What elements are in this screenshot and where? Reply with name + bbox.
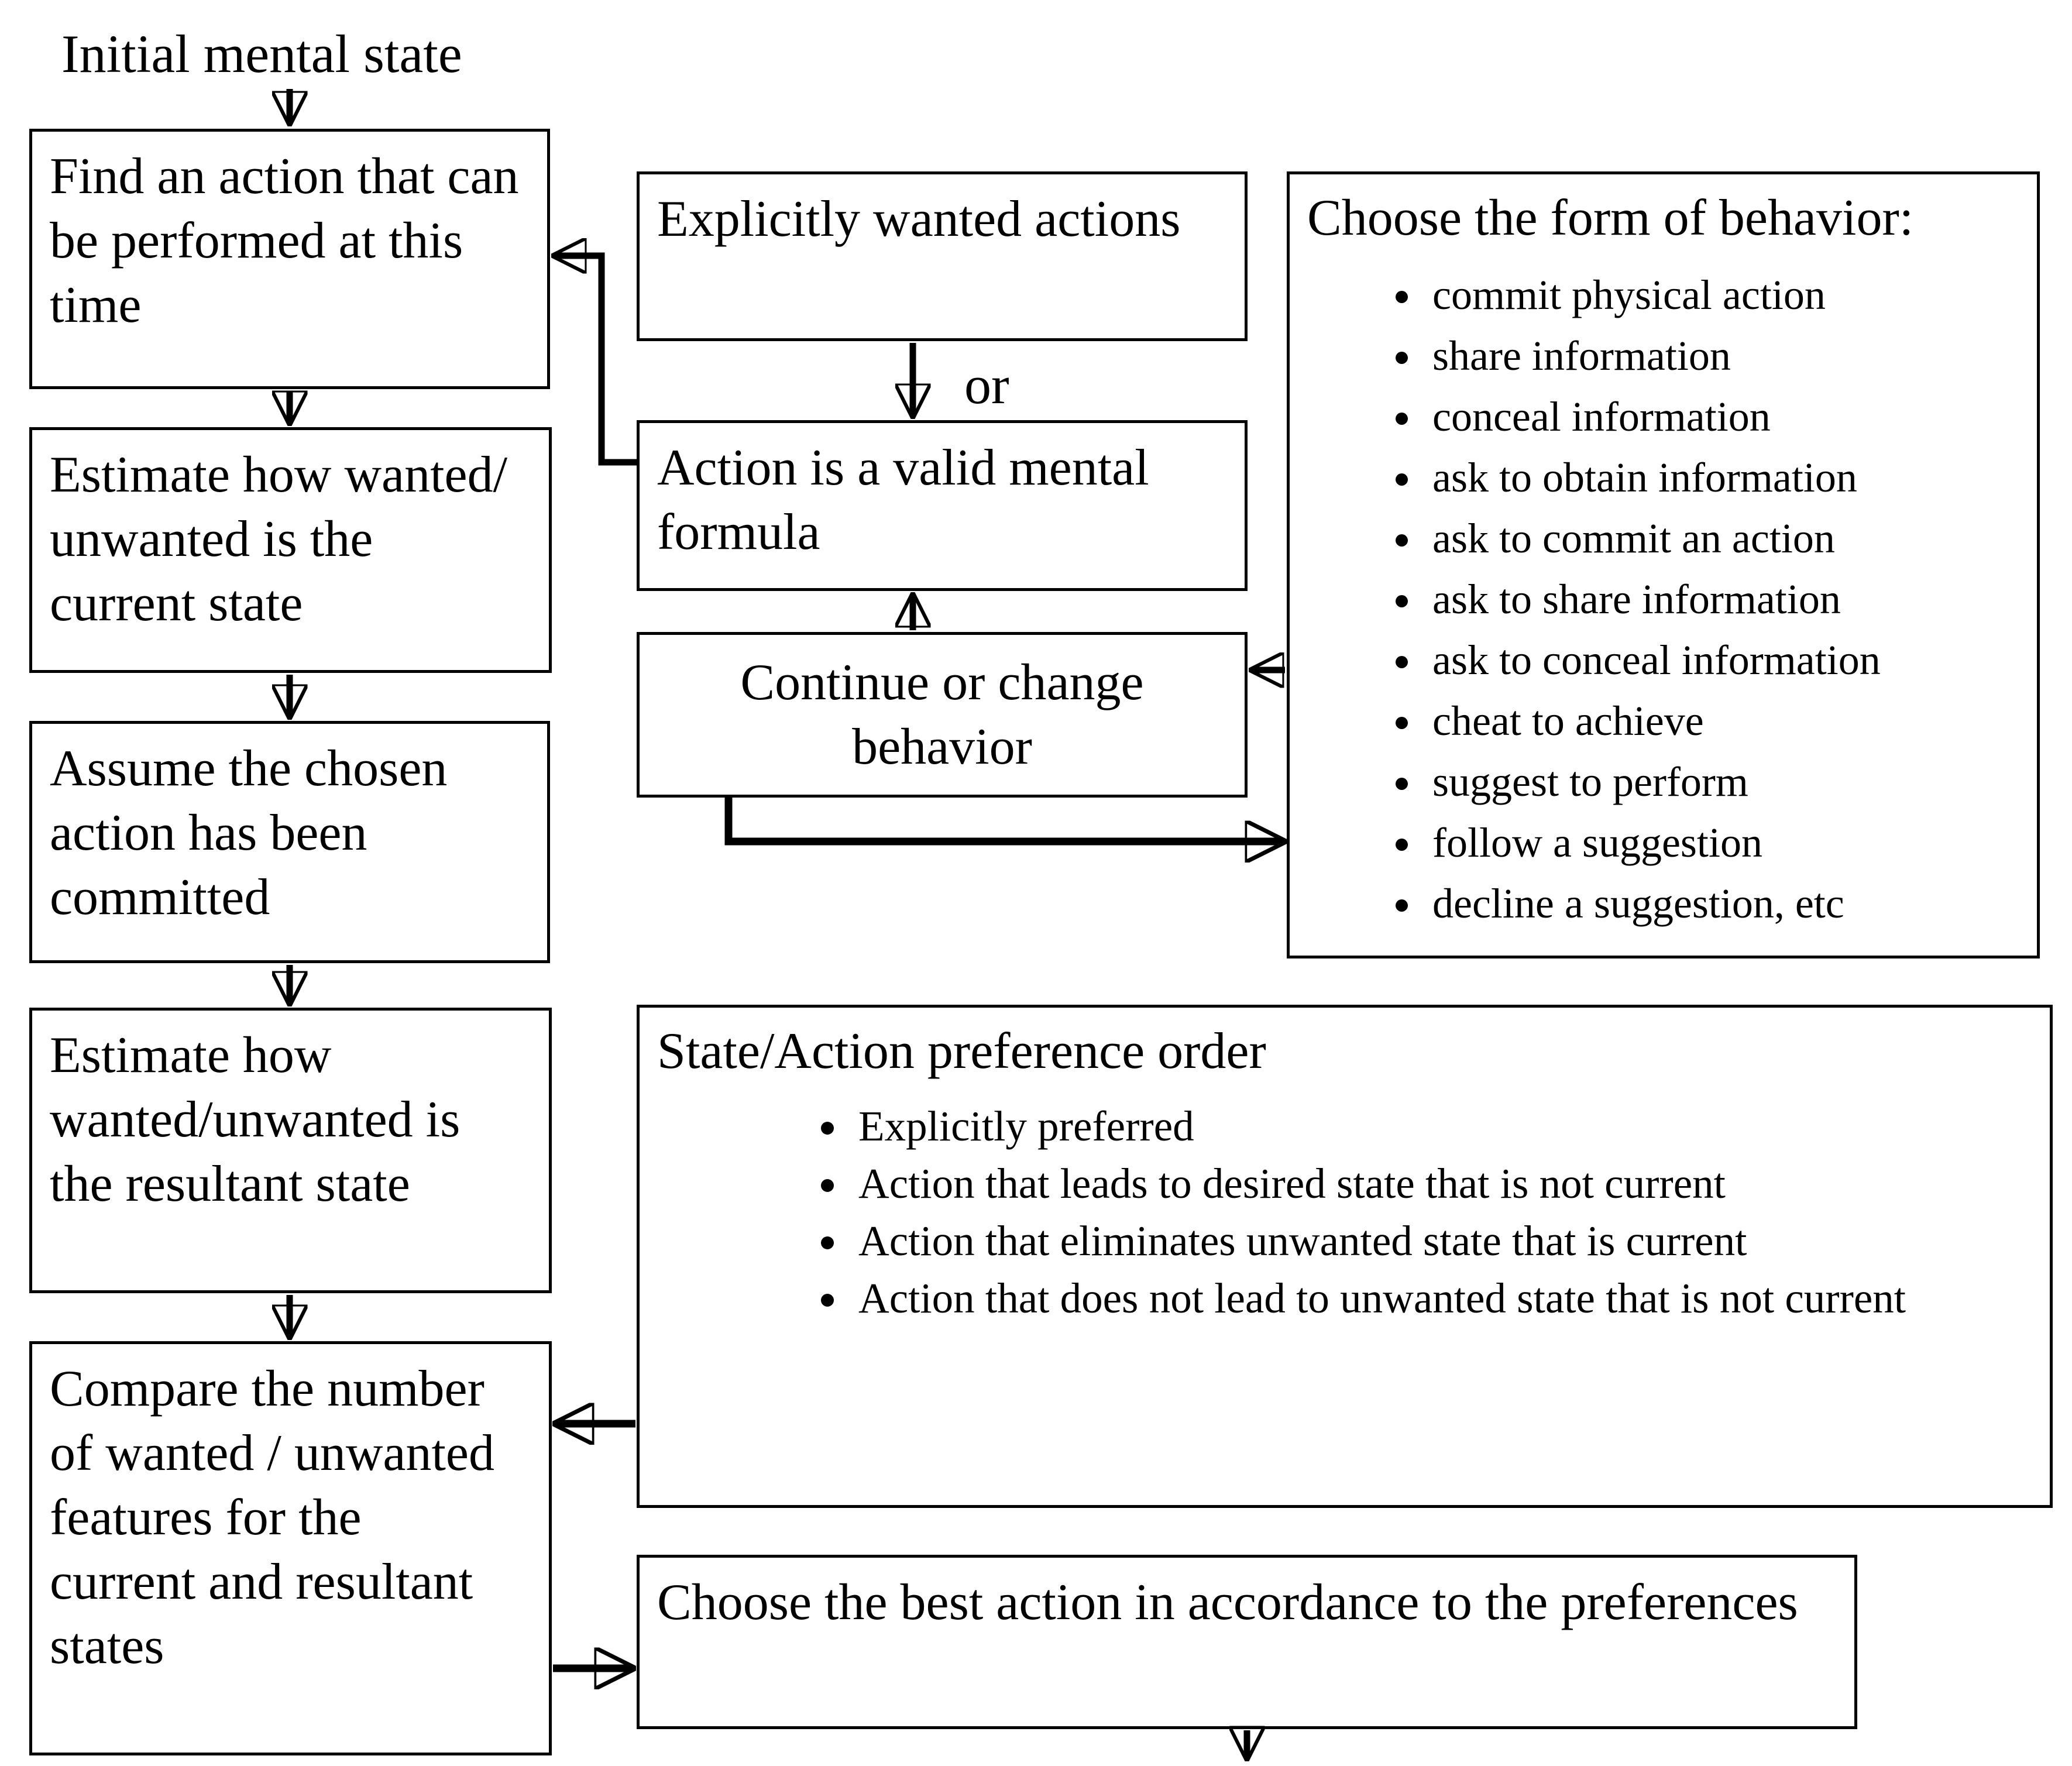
find-action-box: Find an action that can be performed at this time [29,129,550,389]
compare-features-box: Compare the number of wanted / unwanted features for the current and resultant states [29,1341,552,1755]
preference-item: • Explicitly preferred [850,1098,2032,1155]
behavior-item: • ask to conceal information [1424,630,2019,690]
behavior-forms-list [1307,264,2019,934]
valid-mental-formula-box: Action is a valid mental formula [637,420,1248,591]
preference-order-list [657,1098,2032,1327]
behavior-item: • ask to obtain information [1424,447,2019,508]
preference-order-title: State/Action preference order [657,1023,1266,1080]
preference-order-box [637,1005,2053,1508]
behavior-item: • ask to share information [1424,569,2019,630]
preference-item: • Action that does not lead to unwanted state that is not current [850,1270,2032,1327]
estimate-current-state-box: Estimate how wanted/ unwanted is the current state [29,427,552,673]
behavior-forms-title: Choose the form of behavior: [1307,190,1914,246]
behavior-item: • share information [1424,325,2019,386]
preference-item: • Action that leads to desired state that is not current [850,1155,2032,1212]
estimate-resultant-state-box: Estimate how wanted/unwanted is the resultant state [29,1008,552,1293]
continue-or-change-behavior-box [637,632,1248,798]
arrow-valid-formula-to-find [555,256,637,462]
behavior-forms-box [1287,171,2040,958]
explicitly-wanted-actions-box: Explicitly wanted actions [637,171,1248,341]
behavior-item: • cheat to achieve [1424,690,2019,751]
arrow-continue-to-behavior-forms [729,798,1283,841]
behavior-item: • suggest to perform [1424,751,2019,812]
behavior-item: • conceal information [1424,386,2019,447]
or-label: or [964,355,1009,415]
assume-action-committed-box: Assume the chosen action has been committed [29,721,550,963]
behavior-item: • commit physical action [1424,264,2019,325]
behavior-item: • decline a suggestion, etc [1424,873,2019,934]
initial-mental-state-label: Initial mental state [61,24,462,84]
best-action-box: Choose the best action in accordance to the preferences [637,1555,1857,1729]
behavior-item: • follow a suggestion [1424,812,2019,873]
preference-item: • Action that eliminates unwanted state that is current [850,1212,2032,1270]
behavior-item: • ask to commit an action [1424,508,2019,569]
continue-or-change-behavior-label: Continue or change behavior [740,654,1144,775]
